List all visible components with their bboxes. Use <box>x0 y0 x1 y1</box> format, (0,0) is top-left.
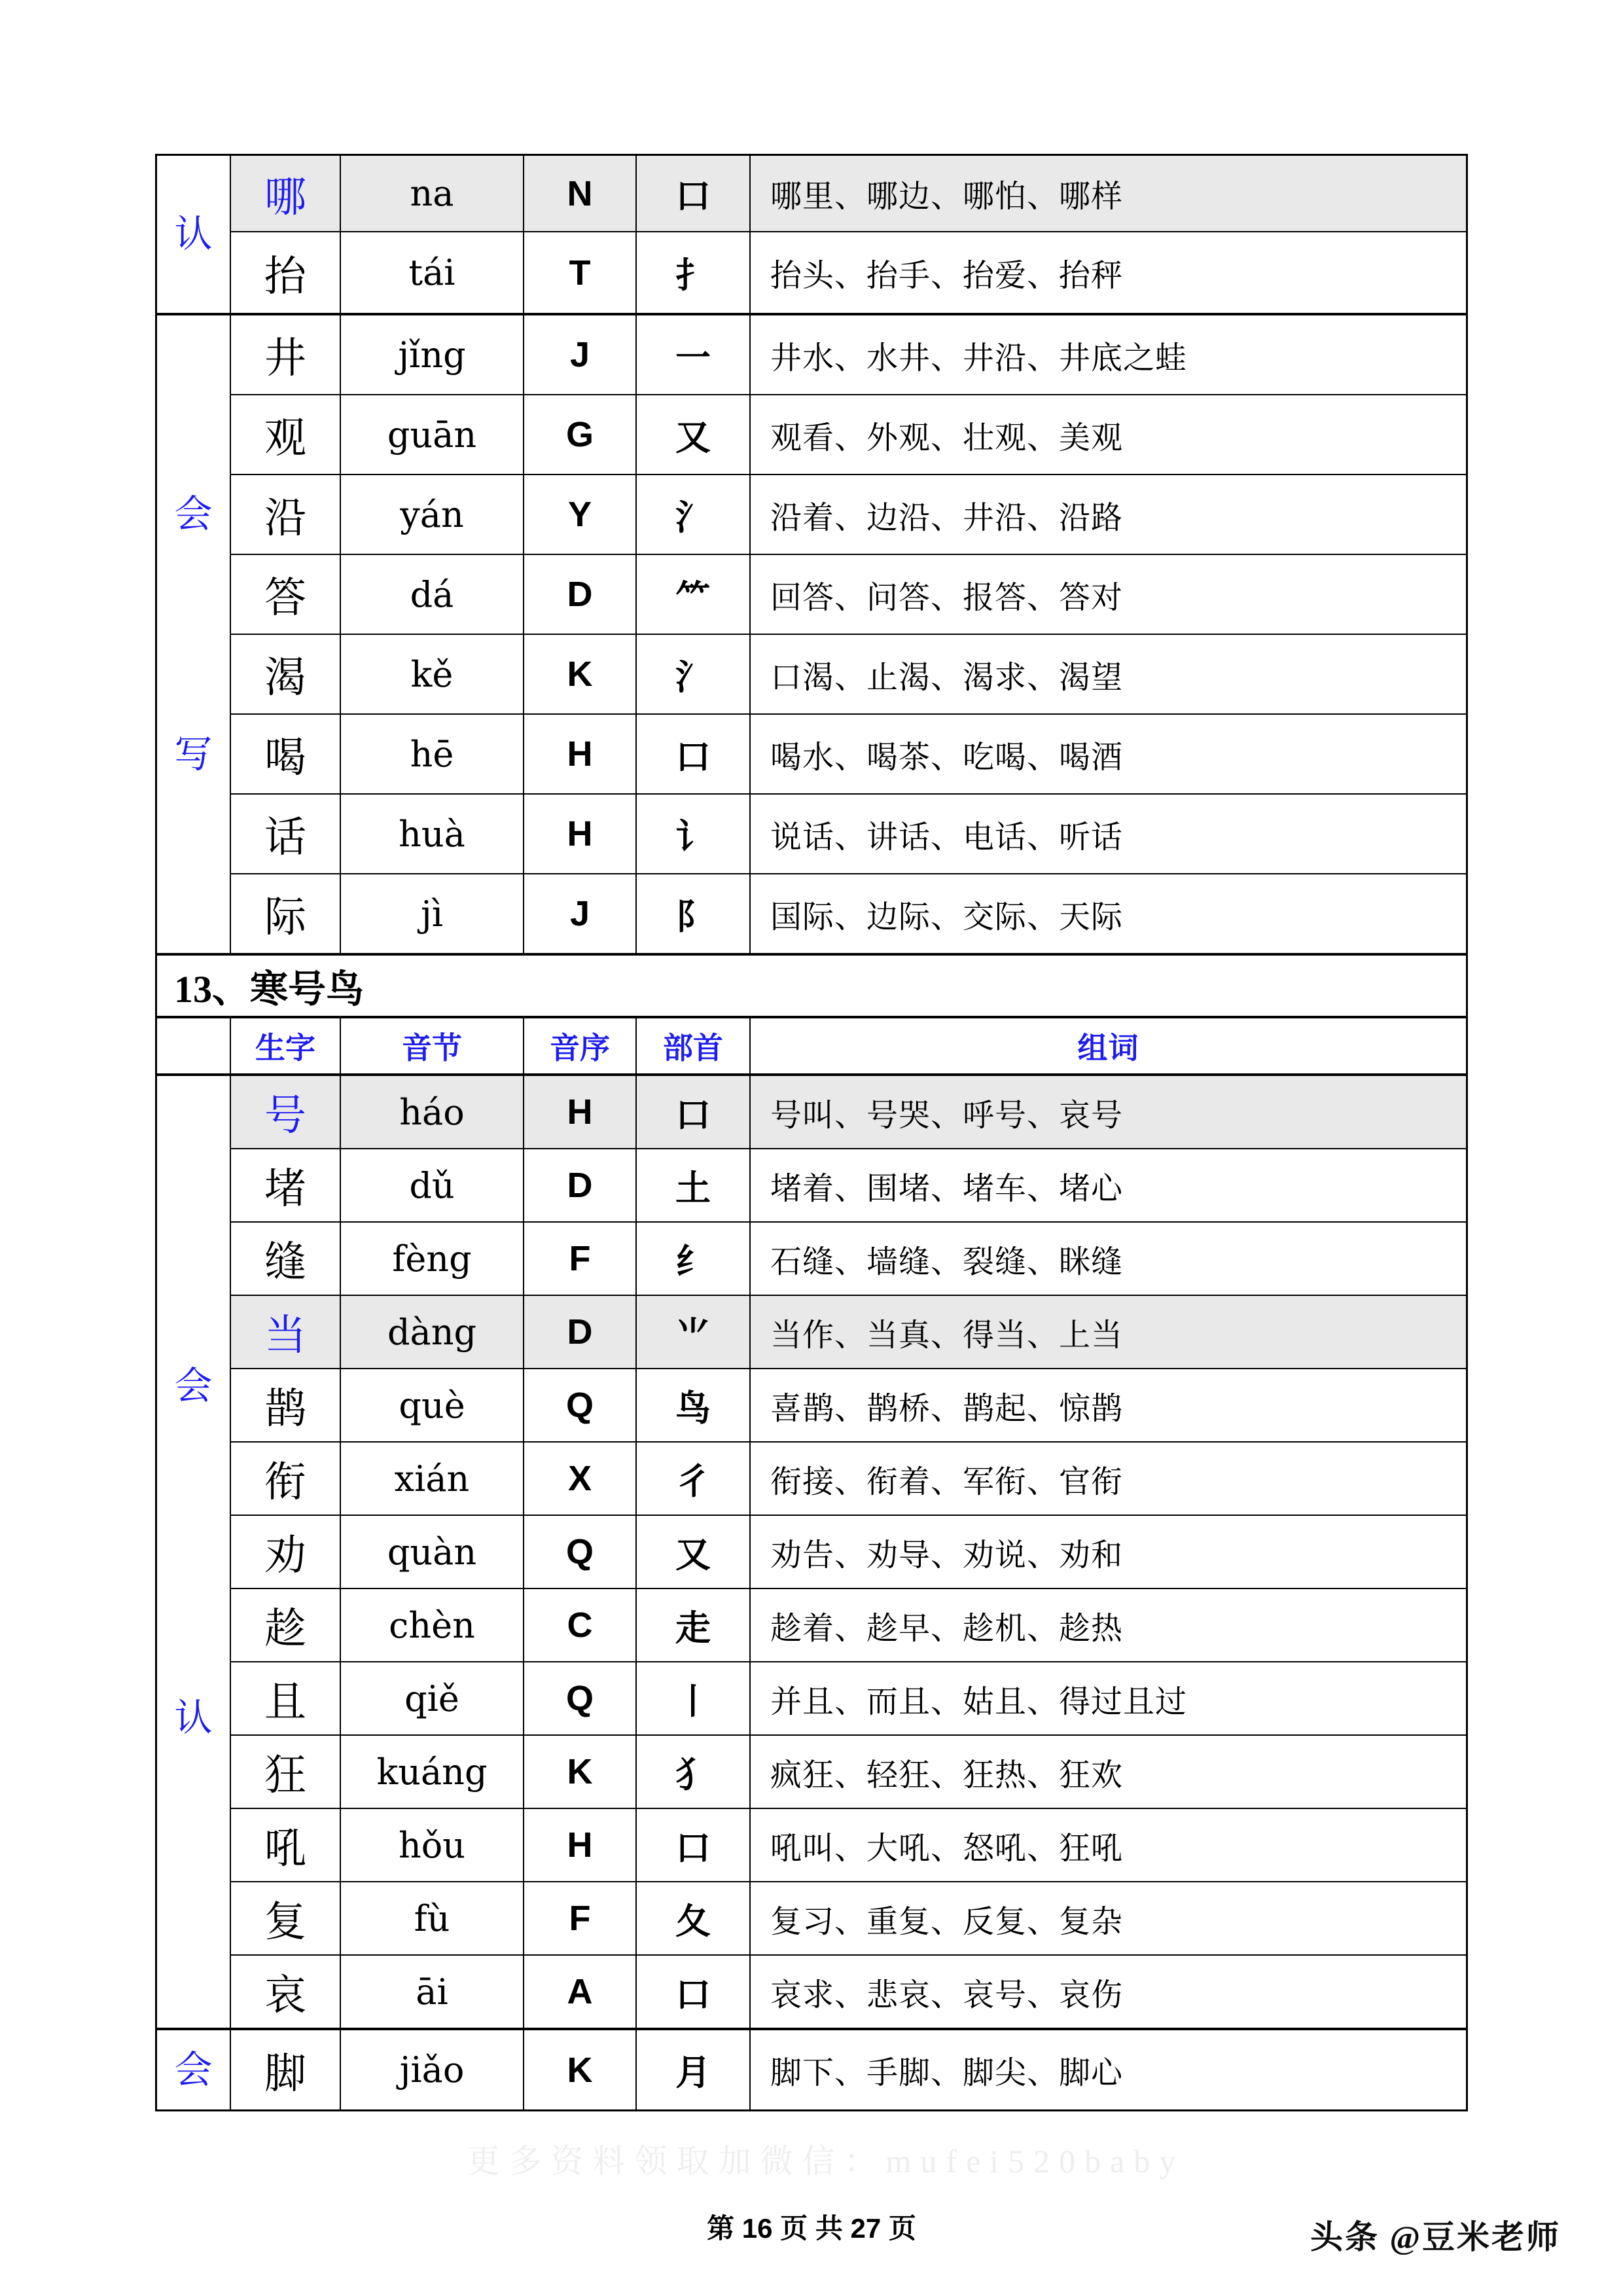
vocab-row <box>231 635 1466 715</box>
words-cell: 国际、边际、交际、天际 <box>770 899 1124 935</box>
table2-rows <box>231 1018 1466 2109</box>
radical-cell: 月 <box>637 2030 751 2109</box>
words-cell: 并且、而且、姑且、得过且过 <box>770 1684 1188 1719</box>
char-cell: 际 <box>231 874 341 953</box>
section-title: 13、寒号鸟 <box>174 968 365 1011</box>
words-cell: 脚下、手脚、脚尖、脚心 <box>770 2056 1124 2090</box>
words-cell: 吼叫、大吼、怒吼、狂吼 <box>770 1831 1124 1866</box>
vocab-row <box>231 1076 1466 1149</box>
initial-cell: J <box>524 874 637 953</box>
words-cell: 说话、讲话、电话、听话 <box>770 819 1124 855</box>
pinyin-cell: huà <box>341 795 524 873</box>
radical-cell: 又 <box>637 1516 751 1588</box>
radical-cell: 口 <box>637 156 751 231</box>
pinyin-cell: yán <box>341 475 524 554</box>
words-cell: 喝水、喝茶、吃喝、喝酒 <box>770 740 1124 775</box>
initial-cell: N <box>524 156 637 231</box>
radical-cell: 犭 <box>637 1736 751 1808</box>
column-header-row <box>231 1018 1466 1076</box>
pinyin-cell: quàn <box>341 1516 524 1588</box>
words-cell: 抬头、抬手、抬爱、抬秤 <box>770 259 1124 293</box>
vocab-row <box>231 1882 1466 1956</box>
words-cell: 当作、当真、得当、上当 <box>770 1318 1124 1353</box>
group-label-text: 会 <box>174 1364 213 1407</box>
pinyin-cell: tái <box>341 232 524 313</box>
vocab-row <box>231 795 1466 874</box>
vocab-row <box>231 1223 1466 1296</box>
pinyin-cell: fèng <box>341 1223 524 1295</box>
initial-cell: Q <box>524 1516 637 1588</box>
vocab-row <box>231 232 1466 315</box>
pinyin-cell: kuáng <box>341 1736 524 1808</box>
pinyin-cell: āi <box>341 1956 524 2028</box>
radical-cell: 鸟 <box>637 1369 751 1441</box>
vocab-row <box>231 1736 1466 1809</box>
char-cell: 趁 <box>231 1589 341 1661</box>
vocab-row <box>231 1516 1466 1589</box>
vocab-table-lesson13 <box>155 1018 1468 2111</box>
words-cell: 喜鹊、鹊桥、鹊起、惊鹊 <box>770 1391 1124 1426</box>
initial-cell: H <box>524 1076 637 1148</box>
table1-rows <box>231 156 1466 953</box>
words-cell: 疯狂、轻狂、狂热、狂欢 <box>770 1757 1124 1793</box>
initial-cell: D <box>524 555 637 634</box>
words-cell: 观看、外观、壮观、美观 <box>770 420 1124 456</box>
char-cell: 哀 <box>231 1956 341 2028</box>
vocab-row <box>231 1589 1466 1662</box>
group-label-empty <box>157 1018 230 1076</box>
vocab-row <box>231 874 1466 953</box>
initial-cell: K <box>524 1736 637 1808</box>
vocab-row <box>231 2030 1466 2109</box>
vocab-sheet <box>155 154 1468 2111</box>
char-cell: 缝 <box>231 1223 341 1295</box>
group-label-write <box>157 315 230 953</box>
vocab-row <box>231 1956 1466 2030</box>
words-cell: 回答、问答、报答、答对 <box>770 580 1124 615</box>
words-cell: 复习、重复、反复、复杂 <box>770 1904 1124 1939</box>
radical-cell: 夂 <box>637 1882 751 1954</box>
initial-cell: J <box>524 315 637 394</box>
char-cell: 号 <box>231 1076 341 1148</box>
pinyin-cell: hē <box>341 715 524 793</box>
char-cell: 劝 <box>231 1516 341 1588</box>
char-cell: 渴 <box>231 635 341 713</box>
initial-cell: K <box>524 635 637 713</box>
words-cell: 劝告、劝导、劝说、劝和 <box>770 1537 1124 1573</box>
initial-cell: G <box>524 395 637 474</box>
vocab-row <box>231 1809 1466 1882</box>
col-header-syllable: 音节 <box>341 1018 524 1073</box>
words-cell: 趁着、趁早、趁机、趁热 <box>770 1611 1124 1646</box>
radical-cell: 纟 <box>637 1223 751 1295</box>
char-cell: 当 <box>231 1296 341 1368</box>
char-cell: 且 <box>231 1662 341 1734</box>
char-cell: 吼 <box>231 1809 341 1881</box>
pinyin-cell: xián <box>341 1443 524 1515</box>
words-cell: 衔接、衔着、军衔、官衔 <box>770 1464 1124 1499</box>
pinyin-cell: jì <box>341 874 524 953</box>
char-cell: 复 <box>231 1882 341 1954</box>
char-cell: 脚 <box>231 2030 341 2109</box>
pinyin-cell: jǐng <box>341 315 524 394</box>
group-label-text: 写 <box>174 732 213 776</box>
pinyin-cell: chèn <box>341 1589 524 1661</box>
vocab-row <box>231 1443 1466 1516</box>
initial-cell: A <box>524 1956 637 2028</box>
words-cell: 井水、水井、井沿、井底之蛙 <box>770 340 1188 376</box>
pinyin-cell: dǔ <box>341 1149 524 1221</box>
initial-cell: K <box>524 2030 637 2109</box>
initial-cell: Q <box>524 1369 637 1441</box>
radical-cell: 阝 <box>637 874 751 953</box>
char-cell: 井 <box>231 315 341 394</box>
vocab-row <box>231 555 1466 635</box>
initial-cell: F <box>524 1882 637 1954</box>
char-cell: 堵 <box>231 1149 341 1221</box>
char-cell: 衔 <box>231 1443 341 1515</box>
col-header-radical: 部首 <box>637 1018 751 1073</box>
char-cell: 沿 <box>231 475 341 554</box>
words-cell: 口渴、止渴、渴求、渴望 <box>770 660 1124 695</box>
section-header-lesson13 <box>155 953 1468 1018</box>
pinyin-cell: jiǎo <box>341 2030 524 2109</box>
initial-cell: C <box>524 1589 637 1661</box>
radical-cell: 又 <box>637 395 751 474</box>
group-label-text: 会 <box>174 2048 213 2091</box>
pinyin-cell: guān <box>341 395 524 474</box>
char-cell: 观 <box>231 395 341 474</box>
initial-cell: Q <box>524 1662 637 1734</box>
group-label-recognize <box>157 156 230 315</box>
pinyin-cell: háo <box>341 1076 524 1148</box>
words-cell: 石缝、墙缝、裂缝、眯缝 <box>770 1244 1124 1280</box>
col-header-initial: 音序 <box>524 1018 637 1073</box>
radical-cell: 口 <box>637 1956 751 2028</box>
radical-cell: 走 <box>637 1589 751 1661</box>
pinyin-cell: kě <box>341 635 524 713</box>
char-cell: 鹊 <box>231 1369 341 1441</box>
group-label-write <box>157 2030 230 2109</box>
vocab-row <box>231 1149 1466 1223</box>
group-label-text: 认 <box>174 1696 213 1739</box>
col-header-char: 生字 <box>231 1018 341 1073</box>
pinyin-cell: fù <box>341 1882 524 1954</box>
group-label-text: 认 <box>174 213 213 255</box>
initial-cell: F <box>524 1223 637 1295</box>
initial-cell: D <box>524 1296 637 1368</box>
initial-cell: X <box>524 1443 637 1515</box>
group-label-text: 会 <box>174 492 213 535</box>
col-header-words: 组词 <box>1077 1031 1139 1065</box>
radical-cell: 丨 <box>637 1662 751 1734</box>
radical-cell: 一 <box>637 315 751 394</box>
radical-cell: 扌 <box>637 232 751 313</box>
char-cell: 抬 <box>231 232 341 313</box>
vocab-table-lesson12 <box>155 154 1468 953</box>
radical-cell: 土 <box>637 1149 751 1221</box>
initial-cell: H <box>524 1809 637 1881</box>
words-cell: 号叫、号哭、呼号、哀号 <box>770 1098 1124 1133</box>
radical-cell: 口 <box>637 1076 751 1148</box>
char-cell: 哪 <box>231 156 341 231</box>
group-label-column <box>157 1018 231 2109</box>
radical-cell: 氵 <box>637 475 751 554</box>
pinyin-cell: qiě <box>341 1662 524 1734</box>
watermark-text: 更多资料领取加微信：mufei520baby <box>467 2143 1185 2179</box>
initial-cell: D <box>524 1149 637 1221</box>
pinyin-cell: dàng <box>341 1296 524 1368</box>
initial-cell: Y <box>524 475 637 554</box>
radical-cell: 氵 <box>637 635 751 713</box>
pinyin-cell: na <box>341 156 524 231</box>
vocab-row <box>231 1296 1466 1369</box>
vocab-row <box>231 715 1466 795</box>
radical-cell: ⺌ <box>637 1296 751 1368</box>
words-cell: 哪里、哪边、哪怕、哪样 <box>770 179 1124 214</box>
initial-cell: H <box>524 715 637 793</box>
group-label-column <box>157 156 231 953</box>
group-label-recognize <box>157 1076 230 2030</box>
brand-watermark: 头条 @豆米老师 <box>1310 2219 1561 2255</box>
vocab-row <box>231 315 1466 395</box>
radical-cell: 口 <box>637 715 751 793</box>
page-number: 第 16 页 共 27 页 <box>707 2213 916 2244</box>
vocab-row <box>231 1369 1466 1443</box>
vocab-row <box>231 475 1466 555</box>
words-cell: 堵着、围堵、堵车、堵心 <box>770 1171 1124 1206</box>
vocab-row <box>231 156 1466 232</box>
char-cell: 答 <box>231 555 341 634</box>
initial-cell: T <box>524 232 637 313</box>
char-cell: 狂 <box>231 1736 341 1808</box>
char-cell: 话 <box>231 795 341 873</box>
char-cell: 喝 <box>231 715 341 793</box>
pinyin-cell: què <box>341 1369 524 1441</box>
pinyin-cell: dá <box>341 555 524 634</box>
radical-cell: ⺮ <box>637 555 751 634</box>
words-cell: 哀求、悲哀、哀号、哀伤 <box>770 1977 1124 2013</box>
vocab-row <box>231 395 1466 475</box>
words-cell: 沿着、边沿、井沿、沿路 <box>770 500 1124 535</box>
pinyin-cell: hǒu <box>341 1809 524 1881</box>
initial-cell: H <box>524 795 637 873</box>
vocab-row <box>231 1662 1466 1736</box>
radical-cell: 彳 <box>637 1443 751 1515</box>
radical-cell: 讠 <box>637 795 751 873</box>
radical-cell: 口 <box>637 1809 751 1881</box>
